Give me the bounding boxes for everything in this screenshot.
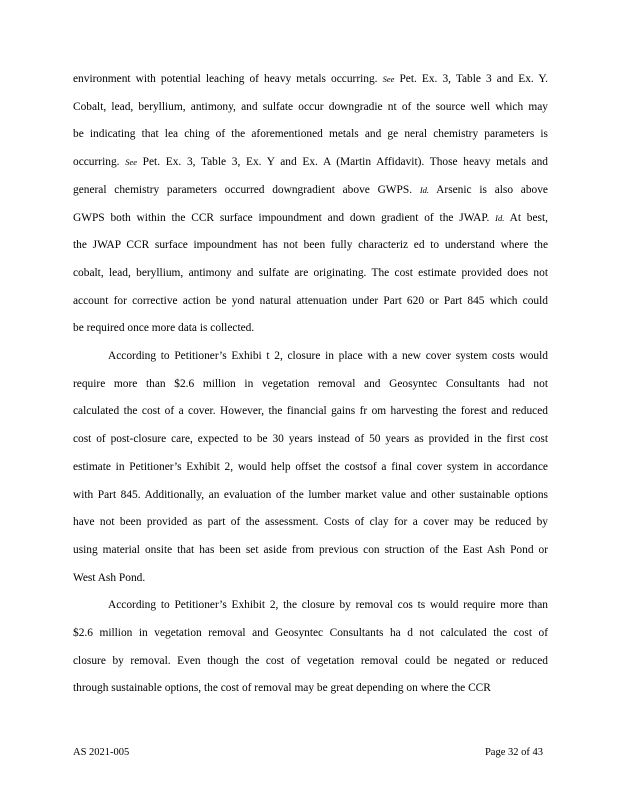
text-line: GWPS both within the CCR surface impoundment and down gradient of the JWAP. Id. At best, [73,211,548,224]
text-line: According to Petitioner’s Exhibi t 2, closure in place with a new cover system costs would [108,350,548,363]
docket-number: AS 2021-005 [73,747,130,758]
text-line: calculated the cost of a cover. However, the financial gains fr om harvesting the forest and reduced [73,405,548,418]
text-line: According to Petitioner’s Exhibit 2, the closure by removal cos ts would require more than [108,599,548,612]
text-line: require more than $2.6 million in vegetation removal and Geosyntec Consultants had not [73,377,548,390]
text-line: closure by removal. Even though the cost of vegetation removal could be negated or reduced [73,654,548,667]
text-line: be required once more data is collected. [73,322,255,335]
page-number: Page 32 of 43 [484,747,543,758]
text-line: Cobalt, lead, beryllium, antimony, and sulfate occur downgradie nt of the source well which may [73,100,548,113]
text-line: cost of post-closure care, expected to be 30 years instead of 50 years as provided in the first cost [73,433,548,446]
text-line: through sustainable options, the cost of removal may be great depending on where the CCR [73,682,491,695]
text-line: with Part 845. Additionally, an evaluation of the lumber market value and other sustainable options [73,488,548,501]
body-text [73,66,548,703]
text-line: general chemistry parameters occurred downgradient above GWPS. Id. Arsenic is also above [73,183,548,196]
text-line: estimate in Petitioner’s Exhibit 2, would help offset the costsof a final cover system in accordance [73,460,548,473]
text-line: using material onsite that has been set aside from previous con struction of the East Ash Pond or [73,543,548,556]
text-line: account for corrective action be yond natural attenuation under Part 620 or Part 845 which could [73,294,548,307]
text-line: $2.6 million in vegetation removal and Geosyntec Consultants ha d not calculated the cost of [73,627,548,640]
text-line: the JWAP CCR surface impoundment has not been fully characteriz ed to understand where the [73,239,548,252]
text-line: West Ash Pond. [73,571,146,584]
text-line: be indicating that lea ching of the aforementioned metals and ge neral chemistry parameters is [73,128,548,141]
text-line: cobalt, lead, beryllium, antimony and sulfate are originating. The cost estimate provided does not [73,266,548,279]
text-line: environment with potential leaching of heavy metals occurring. See Pet. Ex. 3, Table 3 and Ex. Y. [73,73,548,85]
text-line: have not been provided as part of the assessment. Costs of clay for a cover may be reduced by [73,516,548,529]
text-line: occurring. See Pet. Ex. 3, Table 3, Ex. Y and Ex. A (Martin Affidavit). Those heavy metals and [73,156,548,169]
